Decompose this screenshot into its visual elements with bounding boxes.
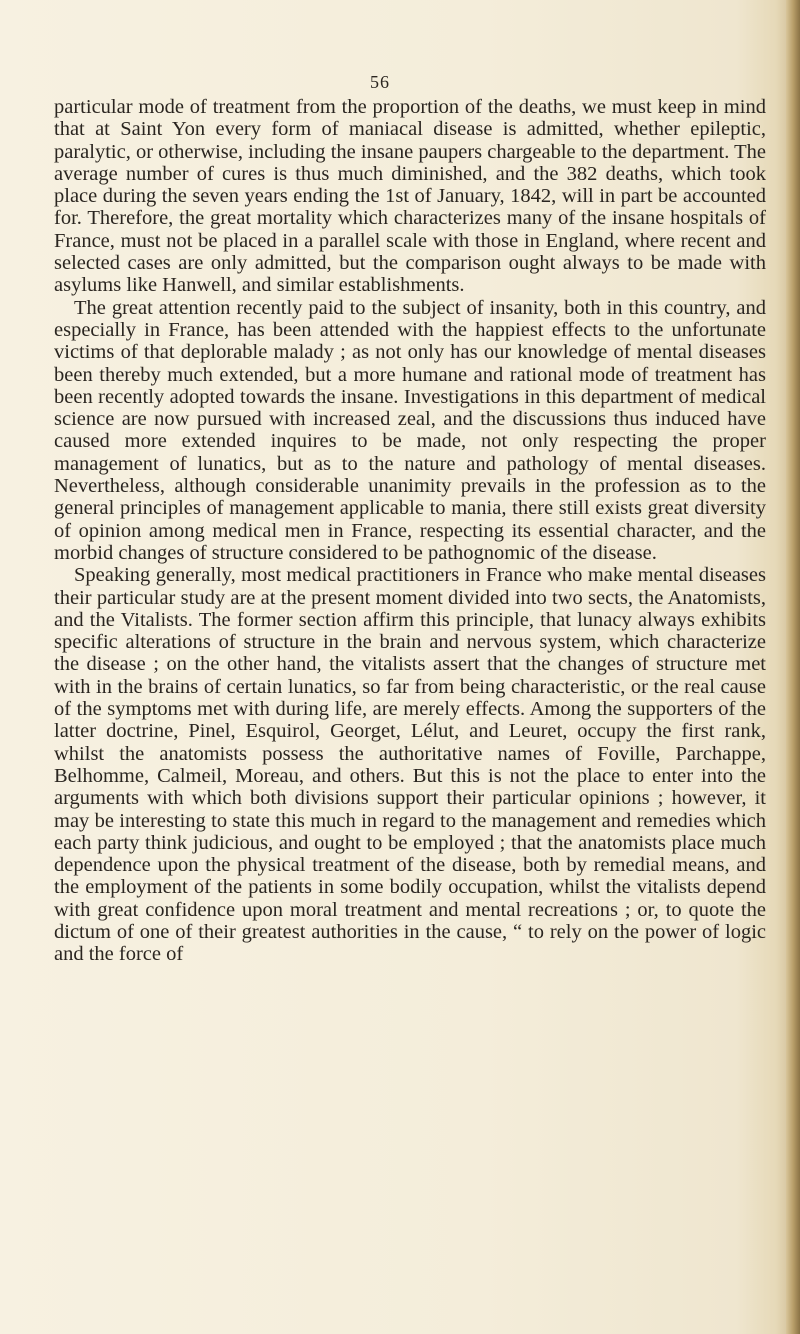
paragraph: Speaking generally, most medical practitioners in France who make mental diseases their particular study are at the present moment divided into two sects, the Anatomists, and the Vitalists. The former section affirm this principle, that lunacy always exhibits specific alterations of structure in the brain and nervous system, which characterize the disease ; on the other hand, the vitalists assert that the changes of structure met with in the brains of certain lunatics, so far from being characteristic, or the real cause of the symptoms met with during life, are merely effects. Among the supporters of the latter doctrine, Pinel, Esquirol, Georget, Lélut, and Leuret, occupy the first rank, whilst the anatomists possess the authoritative names of Foville, Parchappe, Belhomme, Calmeil, Moreau, and others. But this is not the place to enter into the arguments with which both divisions support their particular opinions ; however, it may be interesting to state this much in regard to the management and remedies which each party think judicious, and ought to be employed ; that the anatomists place much dependence upon the physical treatment of the disease, both by remedial means, and the employment of the patients in some bodily occupation, whilst the vitalists depend with great confidence upon moral treatment and mental recreations ; or, to quote the dictum of one of their greatest authorities in the cause, “ to rely on the power of logic and the force of [54,564,766,966]
body-text [54,96,766,966]
page-number: 56 [370,72,390,92]
paragraph: The great attention recently paid to the subject of insanity, both in this country, and especially in France, has been attended with the happiest effects to the unfortunate victims of that deplorable malady ; as not only has our knowledge of mental diseases been thereby much extended, but a more humane and rational mode of treatment has been recently adopted towards the insane. Investigations in this department of medical science are now pursued with increased zeal, and the discussions thus induced have caused more extended inquires to be made, not only respecting the proper management of lunatics, but as to the nature and pathology of mental diseases. Nevertheless, although considerable unanimity prevails in the profession as to the general principles of management applicable to mania, there still exists great diversity of opinion among medical men in France, respecting its essential character, and the morbid changes of structure considered to be pathognomic of the disease. [54,296,766,564]
page-edge [786,0,800,1334]
paragraph: particular mode of treatment from the proportion of the deaths, we must keep in mind that at Saint Yon every form of maniacal disease is admitted, whether epileptic, paralytic, or otherwise, including the insane paupers chargeable to the department. The average number of cures is thus much diminished, and the 382 deaths, which took place during the seven years ending the 1st of January, 1842, will in part be accounted for. Therefore, the great mortality which characterizes many of the insane hospitals of France, must not be placed in a parallel scale with those in England, where recent and selected cases are only admitted, but the comparison ought always to be made with asylums like Hanwell, and similar establishments. [54,96,766,297]
